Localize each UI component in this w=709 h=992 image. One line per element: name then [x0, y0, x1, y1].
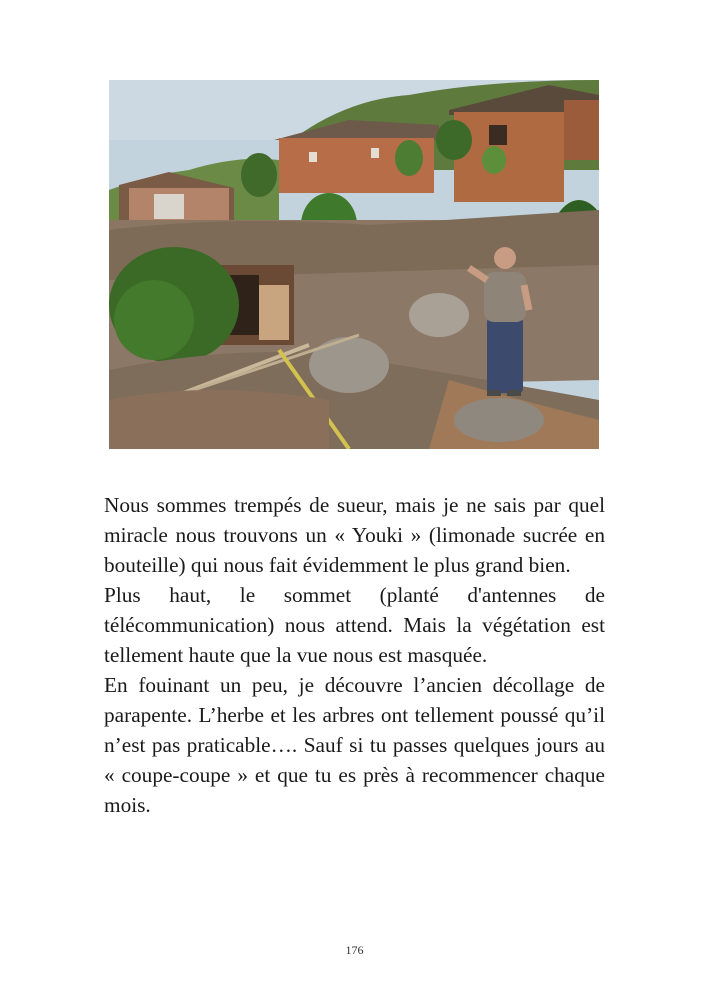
- paragraph-1: Nous sommes trempés de sueur, mais je ne sais par quel miracle nous trouvons un « Youki » (limonade sucrée en bouteille) qui nous fait évidemment le plus grand bien.: [104, 493, 605, 577]
- photo-hillside-village: [109, 80, 599, 449]
- page-number: 176: [345, 943, 364, 957]
- paragraph-2: Plus haut, le sommet (planté d'antennes de télécommunication) nous attend. Mais la végétation est tellement haute que la vue nous est masquée.: [104, 583, 605, 667]
- body-text: [104, 490, 605, 820]
- paragraph-3: En fouinant un peu, je découvre l’ancien décollage de parapente. L’herbe et les arbres ont tellement poussé qu’il n’est pas praticable…. Sauf si tu passes quelques jours au « coupe-coupe » et que tu es près à recommencer chaque mois.: [104, 673, 605, 817]
